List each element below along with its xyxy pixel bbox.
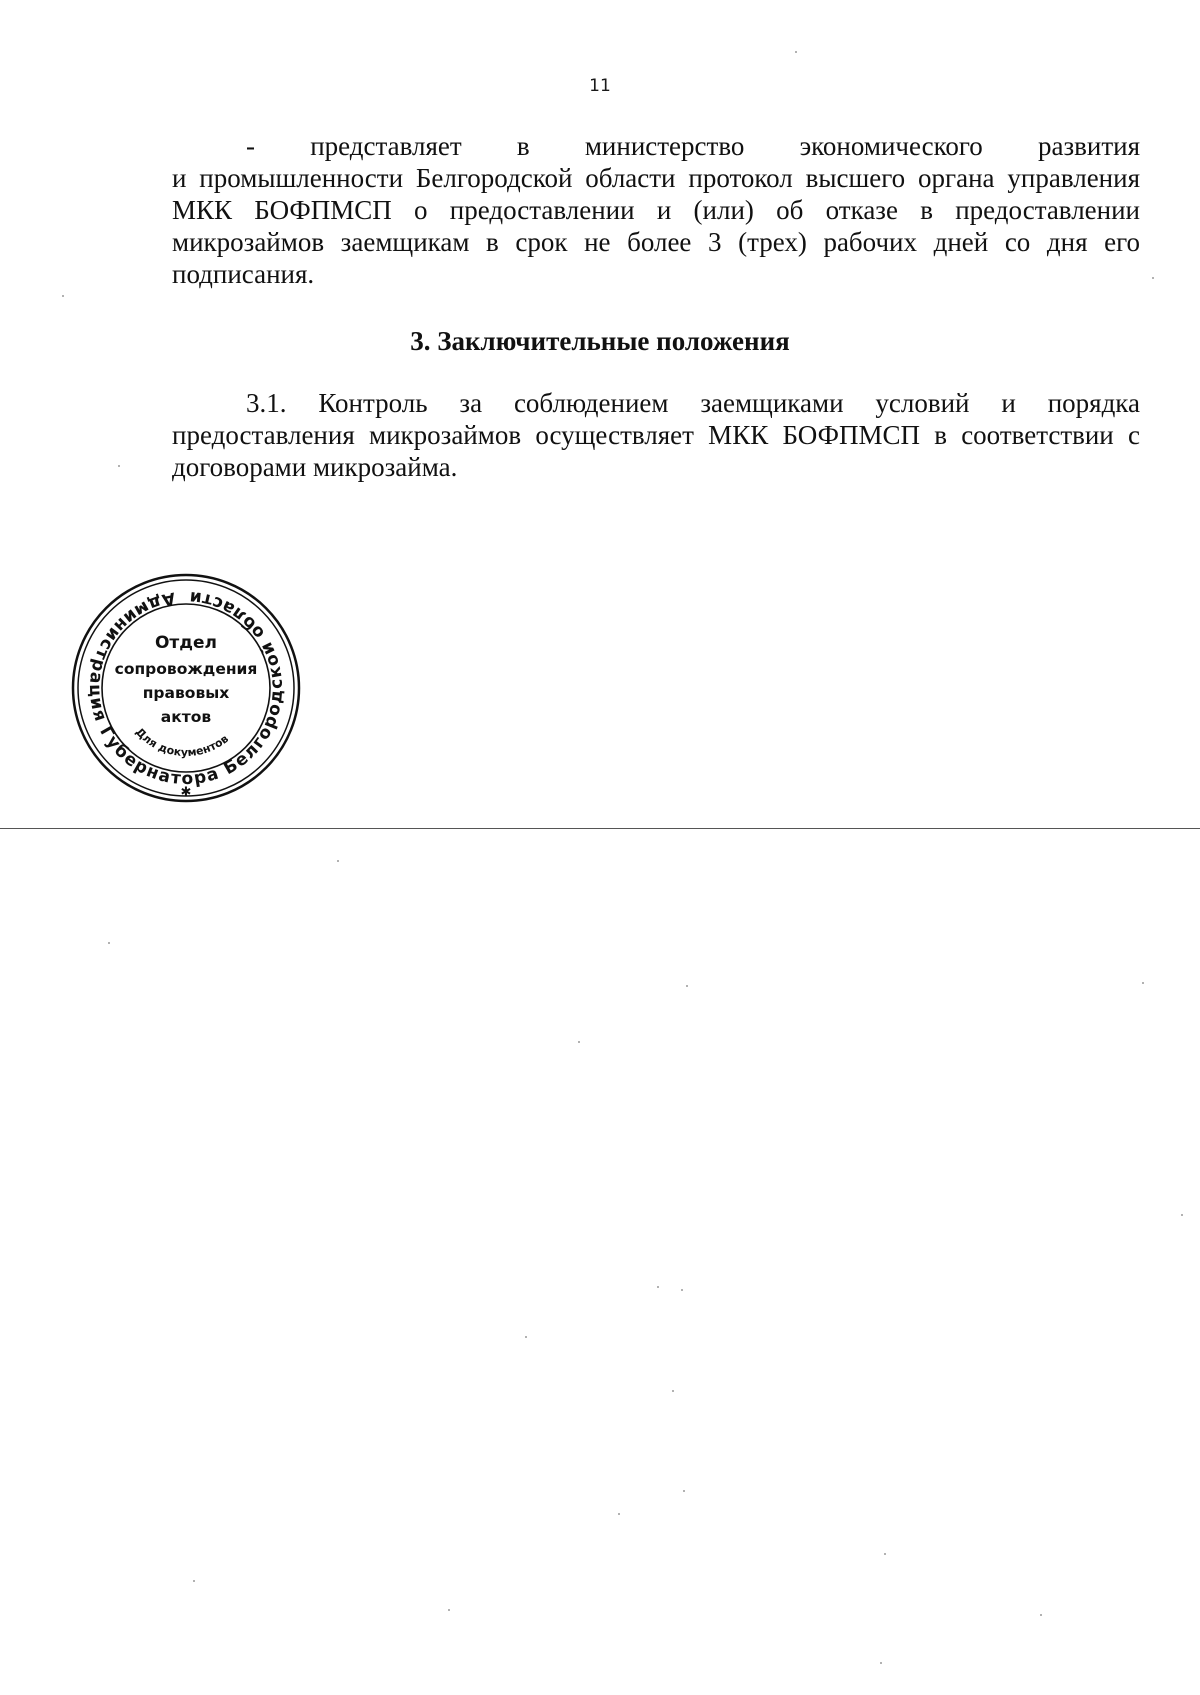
scan-speck: [1181, 1214, 1183, 1216]
scan-speck: [795, 51, 797, 53]
scan-speck: [337, 860, 339, 862]
scan-speck: [683, 1490, 685, 1492]
stamp-center-line-1: Отдел: [154, 633, 218, 653]
scan-speck: [686, 985, 688, 987]
paragraph-2: 3.1. Контроль за соблюдением заемщиками условий и порядка предоставления микрозаймов осуществляет МКК БОФПМСП в соответствии с договорами микрозайма.: [172, 388, 1140, 482]
scan-speck: [1142, 982, 1144, 984]
scan-speck: [618, 1513, 620, 1515]
official-stamp: [70, 572, 302, 804]
scan-speck: [672, 1390, 674, 1392]
stamp-center-line-2: сопровождения: [114, 660, 258, 678]
scan-speck: [880, 1662, 882, 1664]
stamp-ring-text: Администрация Губернатора Белгородской области: [84, 586, 288, 790]
paragraph-1-rest: и промышленности Белгородской области протокол высшего органа управления МКК БОФПМСП о предоставлении и (или) об отказе в предоставлении микрозаймов заемщикам в срок не более 3 (трех) рабочих дней со дня его подписания.: [172, 163, 1140, 289]
scan-speck: [448, 1609, 450, 1611]
scan-speck: [884, 1553, 886, 1555]
page-number: 11: [589, 76, 611, 96]
paragraph-1: [172, 130, 1140, 290]
paragraph-1-first-line: - представляет в министерство экономического развития: [246, 131, 1140, 161]
stamp-star-icon: ✱: [180, 785, 192, 800]
scan-speck: [62, 295, 64, 297]
scan-speck: [118, 465, 120, 467]
scan-speck: [578, 1041, 580, 1043]
stamp-center-line-3: правовых: [142, 684, 230, 702]
scan-speck: [1040, 1614, 1042, 1616]
scan-speck: [1152, 277, 1154, 279]
scan-speck: [108, 942, 110, 944]
scan-speck: [525, 1336, 527, 1338]
scan-speck: [193, 1580, 195, 1582]
section-heading: 3. Заключительные положения: [410, 326, 790, 356]
page-divider: [0, 828, 1200, 829]
scan-speck: [681, 1289, 683, 1291]
stamp-inner-arc-text: Для документов: [132, 725, 231, 760]
stamp-center-line-4: актов: [160, 708, 212, 726]
scan-speck: [657, 1286, 659, 1288]
